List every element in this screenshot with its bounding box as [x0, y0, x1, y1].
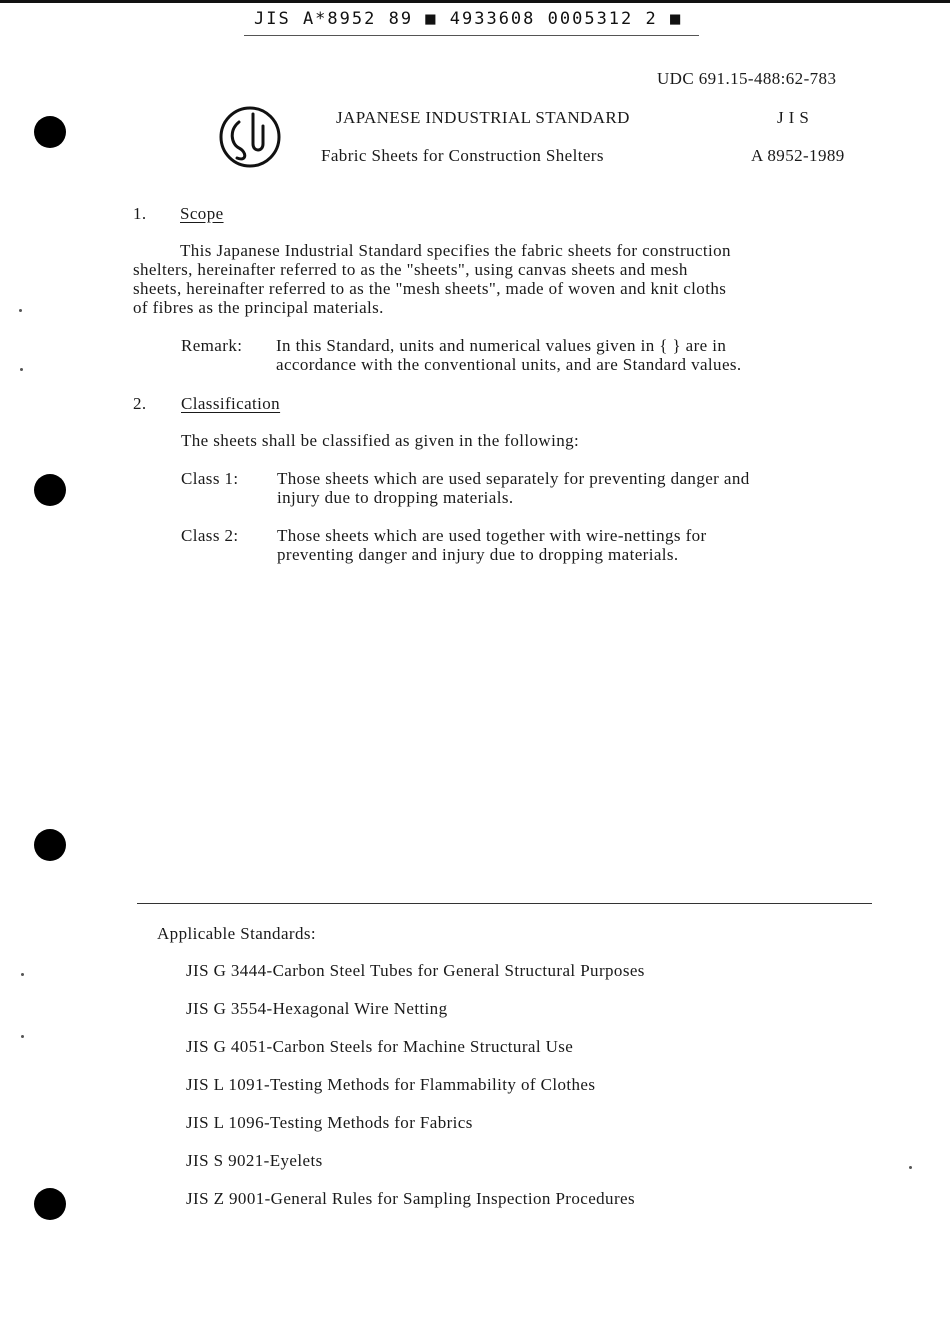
section-2-number: 2. — [133, 394, 147, 413]
classification-intro: The sheets shall be classified as given in the following: — [181, 431, 580, 450]
applicable-standard-item: JIS Z 9001-General Rules for Sampling Inspection Procedures — [186, 1189, 635, 1208]
scope-paragraph-line: This Japanese Industrial Standard specifies the fabric sheets for construction — [180, 241, 731, 260]
remark-line: accordance with the conventional units, and are Standard values. — [276, 355, 742, 374]
header-underline — [244, 35, 699, 36]
class-1-line: injury due to dropping materials. — [277, 488, 514, 507]
class-2-line: Those sheets which are used together with wire-nettings for — [277, 526, 707, 545]
scan-speck — [21, 973, 24, 976]
section-1-heading: Scope — [180, 204, 224, 223]
remark-line: In this Standard, units and numerical values given in { } are in — [276, 336, 727, 355]
applicable-standard-item: JIS G 3444-Carbon Steel Tubes for General Structural Purposes — [186, 961, 645, 980]
title-organization: JAPANESE INDUSTRIAL STANDARD — [336, 108, 630, 127]
applicable-standard-item: JIS G 4051-Carbon Steels for Machine Structural Use — [186, 1037, 574, 1056]
scan-speck — [19, 309, 22, 312]
title-jis: J I S — [777, 108, 810, 127]
binder-hole-2 — [34, 474, 66, 506]
scope-paragraph-line: shelters, hereinafter referred to as the "sheets", using canvas sheets and mesh — [133, 260, 688, 279]
applicable-standard-item: JIS L 1096-Testing Methods for Fabrics — [186, 1113, 473, 1132]
section-1-number: 1. — [133, 204, 147, 223]
scope-paragraph-line: of fibres as the principal materials. — [133, 298, 384, 317]
applicable-standard-item: JIS S 9021-Eyelets — [186, 1151, 323, 1170]
scope-paragraph-line: sheets, hereinafter referred to as the "mesh sheets", made of woven and knit cloths — [133, 279, 727, 298]
applicable-standard-item: JIS G 3554-Hexagonal Wire Netting — [186, 999, 448, 1018]
applicable-standards-heading: Applicable Standards: — [157, 924, 317, 943]
document-number: A 8952-1989 — [751, 146, 845, 165]
binder-hole-4 — [34, 1188, 66, 1220]
class-1-line: Those sheets which are used separately for preventing danger and — [277, 469, 750, 488]
remark-label: Remark: — [181, 336, 243, 355]
document-title: Fabric Sheets for Construction Shelters — [321, 146, 604, 165]
class-2-line: preventing danger and injury due to dropping materials. — [277, 545, 679, 564]
class-2-label: Class 2: — [181, 526, 239, 545]
applicable-standard-item: JIS L 1091-Testing Methods for Flammability of Clothes — [186, 1075, 596, 1094]
binder-hole-3 — [34, 829, 66, 861]
jis-mark-icon — [217, 104, 283, 170]
footnote-divider — [137, 903, 872, 904]
section-2-heading: Classification — [181, 394, 281, 413]
udc-number: UDC 691.15-488:62-783 — [657, 69, 837, 88]
scan-speck — [909, 1166, 912, 1169]
scan-speck — [20, 368, 23, 371]
header-code: JIS A*8952 89 ■ 4933608 0005312 2 ■ — [254, 9, 683, 29]
binder-hole-1 — [34, 116, 66, 148]
class-1-label: Class 1: — [181, 469, 239, 488]
scan-speck — [21, 1035, 24, 1038]
page-top-edge — [0, 0, 950, 3]
